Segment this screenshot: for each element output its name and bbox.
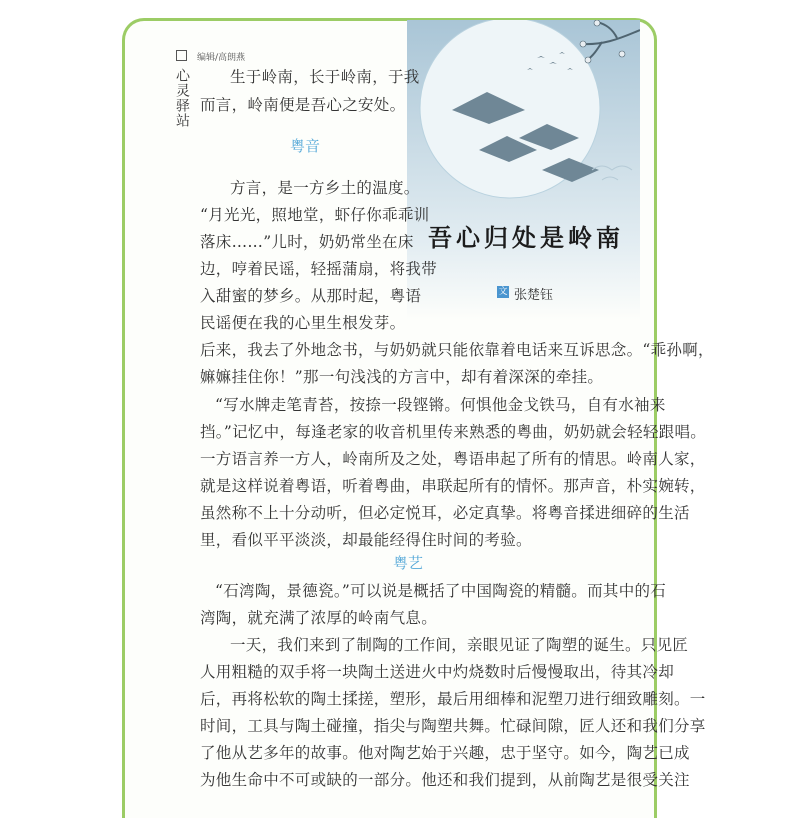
text-line: 入甜蜜的梦乡。从那时起，粤语	[200, 287, 422, 305]
author-icon: 文	[498, 287, 508, 297]
text-line: 湾陶，就充满了浓厚的岭南气息。	[200, 609, 438, 627]
text-line: 而言，岭南便是吾心之安处。	[200, 96, 406, 114]
text-line: 方言，是一方乡土的温度。	[230, 179, 420, 197]
header-illustration	[407, 20, 640, 320]
text-line: 边，哼着民谣，轻摇蒲扇，将我带	[200, 260, 438, 278]
text-line: 里，看似平平淡淡，却最能经得住时间的考验。	[200, 531, 532, 549]
text-line: “月光光，照地堂，虾仔你乖乖训	[200, 206, 430, 224]
text-line: 就是这样说着粤语，听着粤曲，串联起所有的情怀。那声音，朴实婉转，	[200, 477, 706, 495]
text-line: 人用粗糙的双手将一块陶土送进火中灼烧数时后慢慢取出，待其冷却	[200, 663, 675, 681]
text-line: 落床……”儿时，奶奶常坐在床	[200, 233, 414, 251]
text-line: 了他从艺多年的故事。他对陶艺始于兴趣，忠于坚守。如今，陶艺已成	[200, 744, 690, 762]
editor-credit: 编辑/高朗燕	[197, 53, 246, 63]
text-line: 时间，工具与陶土碰撞，指尖与陶塑共舞。忙碌间隙，匠人还和我们分享	[200, 717, 706, 735]
text-line: 后来，我去了外地念书，与奶奶就只能依靠着电话来互诉思念。“乖孙啊，	[200, 341, 714, 359]
column-label: 心灵驿站	[174, 68, 190, 128]
author-name: 张楚钰	[514, 288, 554, 303]
text-line: 一天，我们来到了制陶的工作间，亲眼见证了陶塑的诞生。只见匠	[230, 636, 689, 654]
section-heading: 粤音	[290, 137, 321, 155]
column-marker-box	[176, 50, 187, 61]
text-line: 为他生命中不可或缺的一部分。他还和我们提到，从前陶艺是很受关注	[200, 771, 690, 789]
text-line: “写水牌走笔青苔，按捺一段铿锵。何惧他金戈铁马，自有水袖来	[215, 396, 666, 414]
text-line: 一方语言养一方人，岭南所及之处，粤语串起了所有的情思。岭南人家，	[200, 450, 706, 468]
text-line: 后，再将松软的陶土揉搓，塑形，最后用细棒和泥塑刀进行细致雕刻。一	[200, 690, 706, 708]
article-title: 吾心归处是岭南	[428, 224, 624, 252]
text-line: 虽然称不上十分动听，但必定悦耳，必定真挚。将粤音揉进细碎的生活	[200, 504, 690, 522]
text-line: “石湾陶，景德瓷。”可以说是概括了中国陶瓷的精髓。而其中的石	[215, 582, 667, 600]
section-heading: 粤艺	[393, 554, 424, 572]
text-line: 嫲嫲挂住你！”那一句浅浅的方言中，却有着深深的牵挂。	[200, 368, 604, 386]
text-line: 生于岭南，长于岭南，于我	[230, 68, 420, 86]
text-line: 挡。”记忆中，每逢老家的收音机里传来熟悉的粤曲，奶奶就会轻轻跟唱。	[200, 423, 707, 441]
text-line: 民谣便在我的心里生根发芽。	[200, 314, 406, 332]
